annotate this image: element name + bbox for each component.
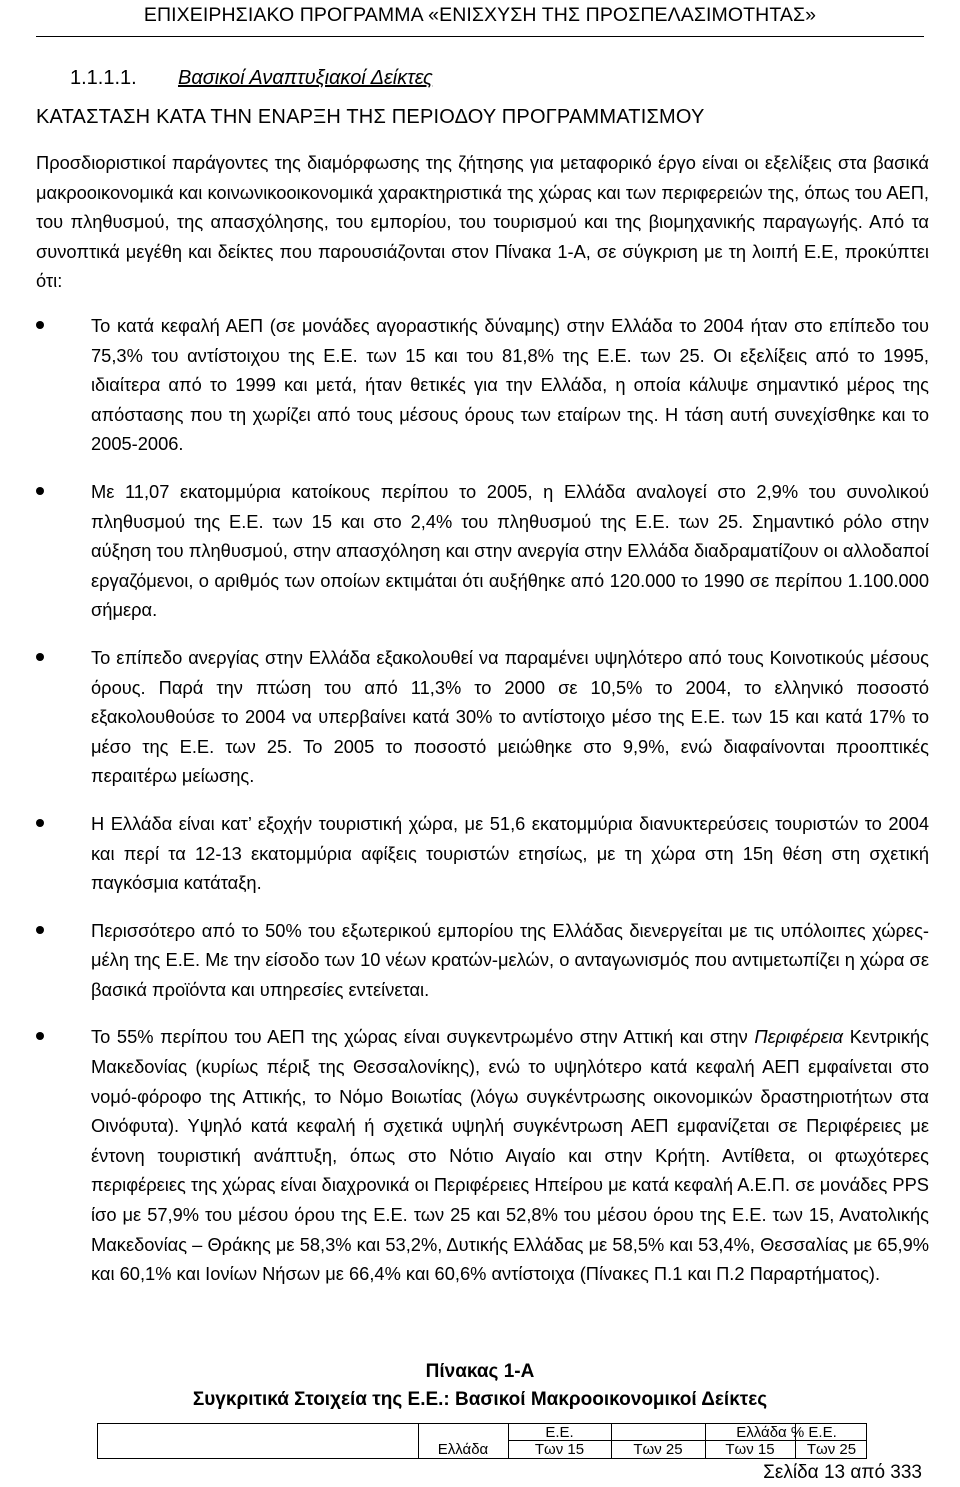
bullet-icon bbox=[36, 653, 44, 661]
document-header bbox=[0, 0, 960, 38]
bullet-item bbox=[36, 477, 929, 625]
section-heading bbox=[70, 65, 433, 91]
bullet-icon bbox=[36, 487, 44, 495]
table-header-pct25: Των 25 bbox=[806, 1441, 857, 1458]
intro-paragraph: Προσδιοριστικοί παράγοντες της διαμόρφωσης της ζήτησης για μεταφορικό έργο είναι οι εξελίξεις στα βασικά μακροοικονομικά και κοινωνικοοικονομικά χαρακτηριστικά της χώρας και των περιφερειών της, όπως του ΑΕΠ, του πληθυσμού, της απασχόλησης, του εμπορίου, του τουρισμού και της βιομηχανικής παραγωγής. Από τα συνοπτικά μεγέθη και δείκτες που παρουσιάζονται στον Πίνακα 1-Α, σε σύγκριση με τη λοιπή Ε.Ε, προκύπτει ότι: bbox=[36, 152, 929, 292]
bullet-text-start: Το 55% περίπου του ΑΕΠ της χώρας είναι συγκεντρωμένο στην Αττική και στην bbox=[91, 1026, 755, 1048]
table-header-ee15: Των 15 bbox=[534, 1441, 585, 1458]
bullet-text bbox=[91, 1026, 929, 1284]
table-title: Συγκριτικά Στοιχεία της Ε.Ε.: Βασικοί Μακροοικονομικοί Δείκτες bbox=[192, 1389, 768, 1410]
bullet-text: Το επίπεδο ανεργίας στην Ελλάδα εξακολουθεί να παραμένει υψηλότερο από τους Κοινοτικούς μέσους όρους. Παρά την πτώση του από 11,3% το 2000 σε 10,5% το 2004, το ελληνικό ποσοστό εξακολουθούσε το 2004 να υπερβαίνει κατά 30% το αντίστοιχο μέσο της Ε.Ε. των 15 και κατά 17% το μέσο της Ε.Ε. των 25. Το 2005 το ποσοστό μειώθηκε στο 9,9%, ενώ διαφαίνονται προοπτικές περαιτέρω μείωσης. bbox=[91, 646, 929, 787]
bullet-list bbox=[36, 311, 929, 1307]
bullet-text: Περισσότερο από το 50% του εξωτερικού εμπορίου της Ελλάδας διενεργείται με τις υπόλοιπες χώρες-μέλη της Ε.Ε. Με την είσοδο των 10 νέων κρατών-μελών, ο ανταγωνισμός που αντιμετωπίζει η χώρα σε βασικά προϊόντα και υπηρεσίες εντείνεται. bbox=[91, 919, 929, 1000]
bullet-text-end: Κεντρικής Μακεδονίας (κυρίως πέριξ της Θεσσαλονίκης), ενώ το υψηλότερο κατά κεφαλή ΑΕΠ εμφαίνεται στο νομό-φόροφο της Αττικής, το Νόμο Βοιωτίας (λόγω συγκέντρωσης οικονομικών δραστηριοτήτων στα Οινόφυτα). Υψηλό κατά κεφαλή ή σχετικά υψηλή συγκέντρωση ΑΕΠ εμφανίζεται σε Περιφέρειες με έντονη τουριστική ανάπτυξη, όπως στο Νότιο Αιγαίο και στην Κρήτη. Αντίθετα, οι φτωχότερες περιφέρειες της χώρας είναι διαχρονικά οι Περιφέρειες Ηπείρου με κατά κεφαλή Α.Ε.Π. σε μονάδες PPS ίσο με 57,9% του μέσου όρου της Ε.Ε. των 25 και 52,8% του μέσου όρου της Ε.Ε. των 15, Ανατολικής Μακεδονίας – Θράκης με 58,3% και 53,2%, Δυτικής Ελλάδας με 58,5% και 53,4%, Θεσσαλίας με 65,9% και 60,1% και Ιονίων Νήσων με 66,4% και 60,6% αντίστοιχα (Πίνακες Π.1 και Π.2 Παραρτήματος). bbox=[91, 1026, 929, 1285]
bullet-item bbox=[36, 916, 929, 1005]
bullet-icon bbox=[36, 926, 44, 934]
bullet-item bbox=[36, 311, 929, 459]
bullet-item bbox=[36, 1022, 929, 1288]
bullet-icon bbox=[36, 321, 44, 329]
table-header-pct15: Των 15 bbox=[725, 1441, 775, 1458]
bullet-item bbox=[36, 809, 929, 898]
section-title: Βασικοί Αναπτυξιακοί Δείκτες bbox=[178, 67, 433, 89]
indicators-table bbox=[97, 1423, 867, 1459]
bullet-icon bbox=[36, 819, 44, 827]
table-caption bbox=[0, 1358, 960, 1414]
header-divider bbox=[36, 36, 924, 37]
bullet-text-italic: Περιφέρεια bbox=[754, 1026, 844, 1048]
table-group-header-greece-pct: Ελλάδα % Ε.Ε. bbox=[736, 1424, 837, 1441]
table-header-ee25: Των 25 bbox=[633, 1441, 683, 1458]
table-number: Πίνακας 1-Α bbox=[425, 1361, 535, 1382]
bullet-text: Η Ελλάδα είναι κατ’ εξοχήν τουριστική χώρα, με 51,6 εκατομμύρια διανυκτερεύσεις τουριστών το 2004 και περί τα 12-13 εκατομμύρια αφίξεις τουριστών ετησίως, με τη χώρα στη 15η θέση στη σχετική παγκόσμια κατάταξη. bbox=[91, 812, 929, 894]
bullet-text: Με 11,07 εκατομμύρια κατοίκους περίπου το 2005, η Ελλάδα αναλογεί στο 2,9% του συνολικού πληθυσμού της Ε.Ε. των 15 και στο 2,4% του πληθυσμού της Ε.Ε. των 25. Σημαντικό ρόλο στην αύξηση του πληθυσμού, στην απασχόληση και στην ανεργία στην Ελλάδα διαδραματίζουν οι αλλοδαποί εργαζόμενοι, ο αριθμός των οποίων εκτιμάται ότι αυξήθηκε από 120.000 το 1990 σε περίπου 1.100.000 σήμερα. bbox=[91, 480, 929, 621]
bullet-text: Το κατά κεφαλή ΑΕΠ (σε μονάδες αγοραστικής δύναμης) στην Ελλάδα το 2004 ήταν στο επίπεδο του 75,3% του αντίστοιχου της Ε.Ε. των 15 και του 81,8% της Ε.Ε. των 25. Οι εξελίξεις από το 1995, ιδιαίτερα από το 1999 και μετά, ήταν θετικές για την Ελλάδα, η οποία κάλυψε σημαντικό μέρος της απόστασης που τη χωρίζει από τους μέσους όρους των εταίρων της. Η τάση αυτή συνεχίσθηκε και το 2005-2006. bbox=[91, 315, 929, 455]
table-header-greece: Ελλάδα bbox=[437, 1441, 489, 1458]
table-group-header-ee: Ε.Ε. bbox=[545, 1424, 574, 1441]
bullet-item bbox=[36, 643, 929, 791]
section-subheading: ΚΑΤΑΣΤΑΣΗ ΚΑΤΑ ΤΗΝ ΕΝΑΡΞΗ ΤΗΣ ΠΕΡΙΟΔΟΥ ΠΡΟΓΡΑΜΜΑΤΙΣΜΟΥ bbox=[36, 106, 705, 128]
page-number: Σελίδα 13 από 333 bbox=[763, 1462, 922, 1483]
section-number: 1.1.1.1. bbox=[70, 67, 137, 89]
header-title: ΕΠΙΧΕΙΡΗΣΙΑΚΟ ΠΡΟΓΡΑΜΜΑ «ΕΝΙΣΧΥΣΗ ΤΗΣ ΠΡΟΣΠΕΛΑΣΙΜΟΤΗΤΑΣ» bbox=[143, 4, 817, 26]
bullet-icon bbox=[36, 1032, 44, 1040]
